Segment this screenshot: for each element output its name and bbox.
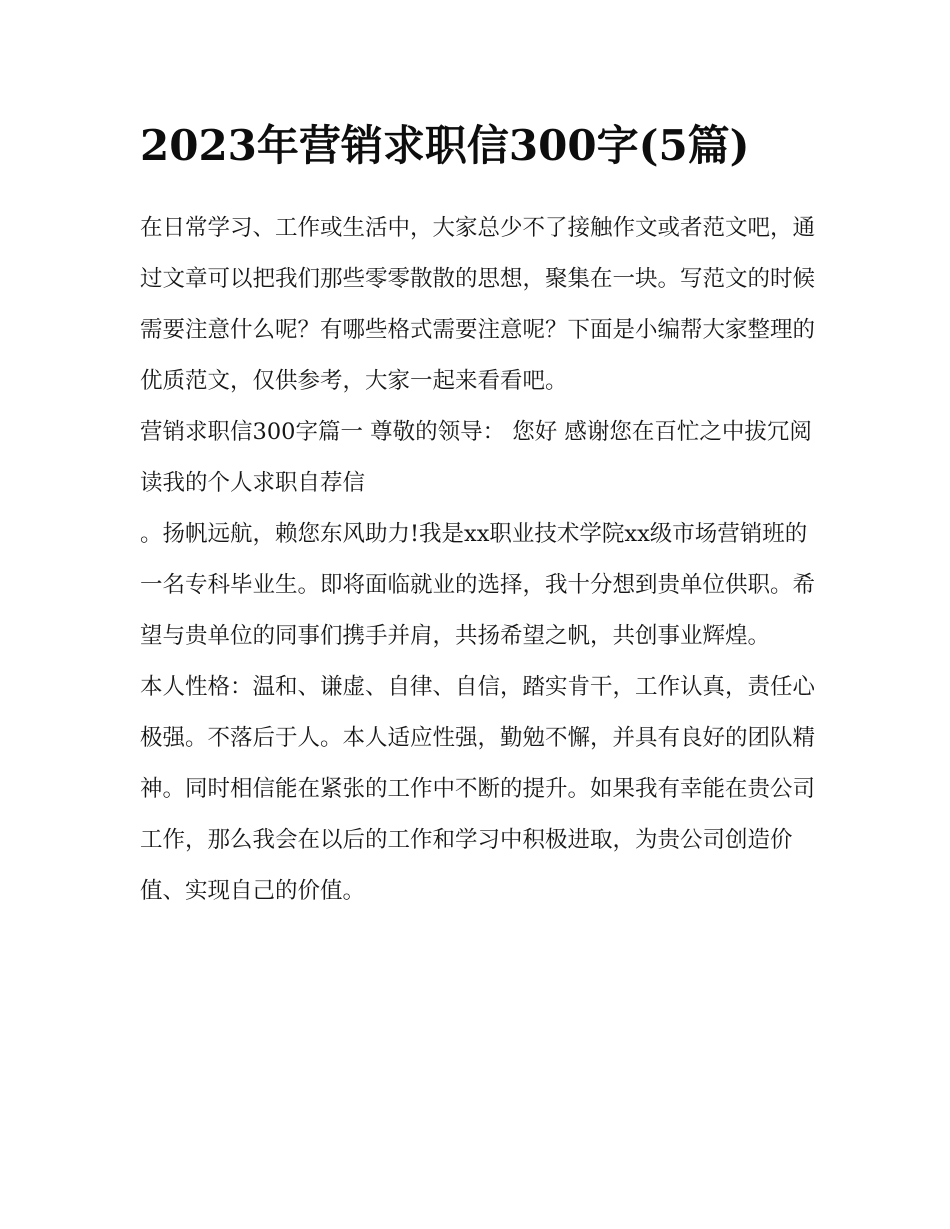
intro-paragraph: 在日常学习、工作或生活中，大家总少不了接触作文或者范文吧，通过文章可以把我们那些零零散散的思想，聚集在一块。写范文的时候需要注意什么呢？有哪些格式需要注意呢？下面是小编帮大家整理的优质范文，仅供参考，大家一起来看看吧。 [140,215,816,394]
personality-paragraph: 本人性格：温和、谦虚、自律、自信，踏实肯干，工作认真，责任心极强。不落后于人。本人适应性强，勤勉不懈，并具有良好的团队精神。同时相信能在紧张的工作中不断的提升。如果我有幸能在贵公司工作，那么我会在以后的工作和学习中积极进取，为贵公司创造价值、实现自己的价值。 [140,674,816,904]
letter-introduction-paragraph: 。扬帆远航，赖您东风助力!我是xx职业技术学院xx级市场营销班的一名专科毕业生。即将面临就业的选择，我十分想到贵单位供职。希望与贵单位的同事们携手并肩，共扬希望之帆，共创事业辉煌。 [140,521,816,649]
letter-opening-paragraph: 营销求职信300字篇一 尊敬的领导： 您好 感谢您在百忙之中拔冗阅读我的个人求职自荐信 [140,419,812,496]
document-title: 2023年营销求职信300字(5篇) [140,121,750,170]
document-page [140,112,820,917]
